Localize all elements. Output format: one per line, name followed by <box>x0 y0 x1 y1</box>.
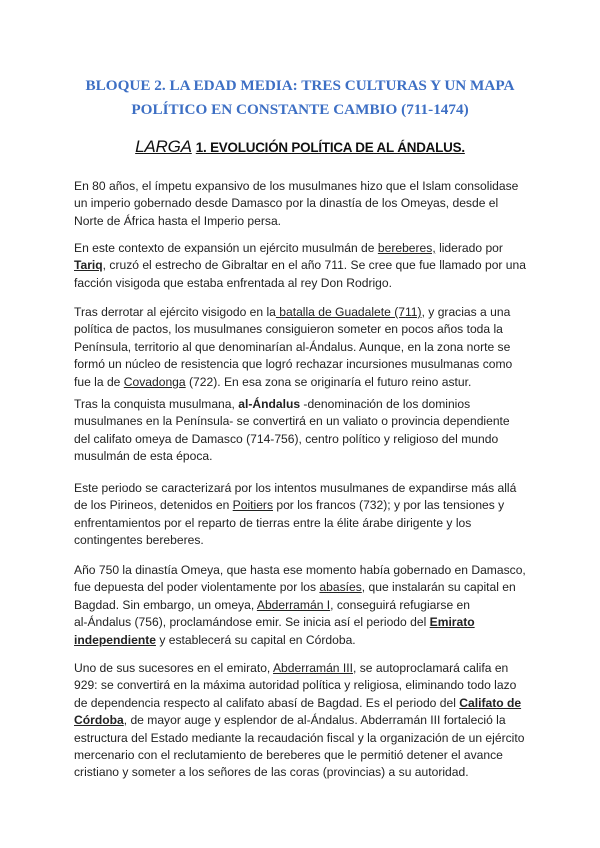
term-tariq: Tariq <box>74 258 103 273</box>
term-al-andalus: al-Ándalus <box>238 397 301 411</box>
text-run: , y gracias a una <box>421 305 511 319</box>
text-line: facción visigoda que estaba enfrentada al rey Don Rodrigo. <box>74 275 392 290</box>
heading-text: 1. EVOLUCIÓN POLÍTICA DE AL ÁNDALUS. <box>195 140 465 155</box>
paragraph-5 <box>74 480 534 550</box>
term-guadalete: batalla de Guadalete (711) <box>275 305 422 319</box>
paragraph-6 <box>74 562 534 649</box>
text-run: de dependencia respecto al califato abasí de Bagdad. Es el periodo del <box>74 695 460 710</box>
text-line: mercenario con el reclutamiento de bereberes que le permitió detener el avance <box>74 748 503 763</box>
text-line: Este periodo se caracterizará por los intentos musulmanes de expandirse más allá <box>74 481 517 495</box>
text-run: fue la de <box>74 374 124 389</box>
text-run: , cruzó el estrecho de Gibraltar en el año 711. Se cree que fue llamado por una <box>102 258 526 273</box>
section-heading <box>60 136 540 159</box>
paragraph-1 <box>74 178 534 230</box>
text-run: Uno de sus sucesores en el emirato, <box>74 661 273 675</box>
text-run: liderado por <box>435 241 503 255</box>
text-run: , se autoproclamará califa en <box>352 661 509 675</box>
text-line: un imperio gobernado desde Damasco por la dinastía de los Omeyas, desde el <box>74 196 499 211</box>
text-line: En 80 años, el ímpetu expansivo de los musulmanes hizo que el Islam consolidase <box>74 179 519 193</box>
paragraph-3 <box>74 304 534 391</box>
term-abderraman-i: Abderramán I <box>256 597 331 612</box>
title-line-2: POLÍTICO EN CONSTANTE CAMBIO (711-1474) <box>131 101 469 118</box>
text-line: del califato omeya de Damasco (714-756), centro político y religioso del mundo <box>74 431 499 446</box>
text-line: contingentes bereberes. <box>74 533 204 548</box>
text-line: estructura del Estado mediante la recaudación fiscal y la organización de un ejército <box>74 730 525 745</box>
text-line: política de pactos, los musulmanes consiguieron someter en pocos años toda la <box>74 322 503 337</box>
text-run: fue depuesta del poder violentamente por los <box>74 580 320 595</box>
text-run: de los Pirineos, detenidos en <box>74 498 233 513</box>
term-abderraman-iii: Abderramán III <box>272 661 353 675</box>
text-run: En este contexto de expansión un ejército musulmán de <box>74 241 378 255</box>
term-bereberes: bereberes, <box>377 241 436 255</box>
term-cordoba: Córdoba <box>74 713 124 728</box>
text-line: formó un núcleo de resistencia que logró rechazar incursiones musulmanas como <box>74 357 513 372</box>
term-poitiers: Poitiers <box>232 498 273 513</box>
text-run: al-Ándalus (756), proclamándose emir. Se inicia así el periodo del <box>74 615 430 630</box>
text-run: y establecerá su capital en Córdoba. <box>155 632 356 647</box>
text-run: Bagdad. Sin embargo, un omeya, <box>74 597 257 612</box>
text-run: Tras derrotar al ejército visigodo en la <box>74 305 276 319</box>
text-line: Año 750 la dinastía Omeya, que hasta ese momento había gobernado en Damasco, <box>74 563 526 577</box>
text-run: (722). En esa zona se originaría el futuro reino astur. <box>185 374 472 389</box>
text-run: -denominación de los dominios <box>300 397 471 411</box>
text-line: cristiano y someter a los señores de las coras (provincias) a su autoridad. <box>74 765 469 780</box>
text-run: , que instalarán su capital en <box>361 580 516 595</box>
heading-tag: LARGA <box>135 137 192 156</box>
text-line: musulmanes en la Península- se convertirá en un valiato o provincia dependiente <box>74 414 510 429</box>
term-independiente: independiente <box>74 632 156 647</box>
term-covadonga: Covadonga <box>123 374 186 389</box>
paragraph-4 <box>74 396 534 466</box>
paragraph-7 <box>74 660 534 782</box>
text-run: , de mayor auge y esplendor de al-Ándalus. Abderramán III fortaleció la <box>123 713 506 728</box>
text-line: Norte de África hasta el Imperio persa. <box>74 213 282 228</box>
text-line: musulmán de esta época. <box>74 449 213 464</box>
text-run: Tras la conquista musulmana, <box>74 397 239 411</box>
term-califato: Califato de <box>459 695 522 710</box>
text-line: Península, territorio al que denominarían al-Ándalus. Aunque, en la zona norte se <box>74 339 511 354</box>
term-abasies: abasíes <box>319 580 362 595</box>
text-run: por los francos (732); y por las tensiones y <box>273 498 505 513</box>
paragraph-2 <box>74 240 534 292</box>
text-line: enfrentamientos por el reparto de tierras entre la élite árabe dirigente y los <box>74 515 472 530</box>
text-run: , conseguirá refugiarse en <box>330 597 470 612</box>
title-line-1: BLOQUE 2. LA EDAD MEDIA: TRES CULTURAS Y UN MAPA <box>85 77 515 94</box>
text-line: 929: se convertirá en la máxima autoridad política y religiosa, eliminando todo lazo <box>74 678 517 693</box>
document-title <box>60 74 540 122</box>
term-emirato: Emirato <box>429 615 475 630</box>
